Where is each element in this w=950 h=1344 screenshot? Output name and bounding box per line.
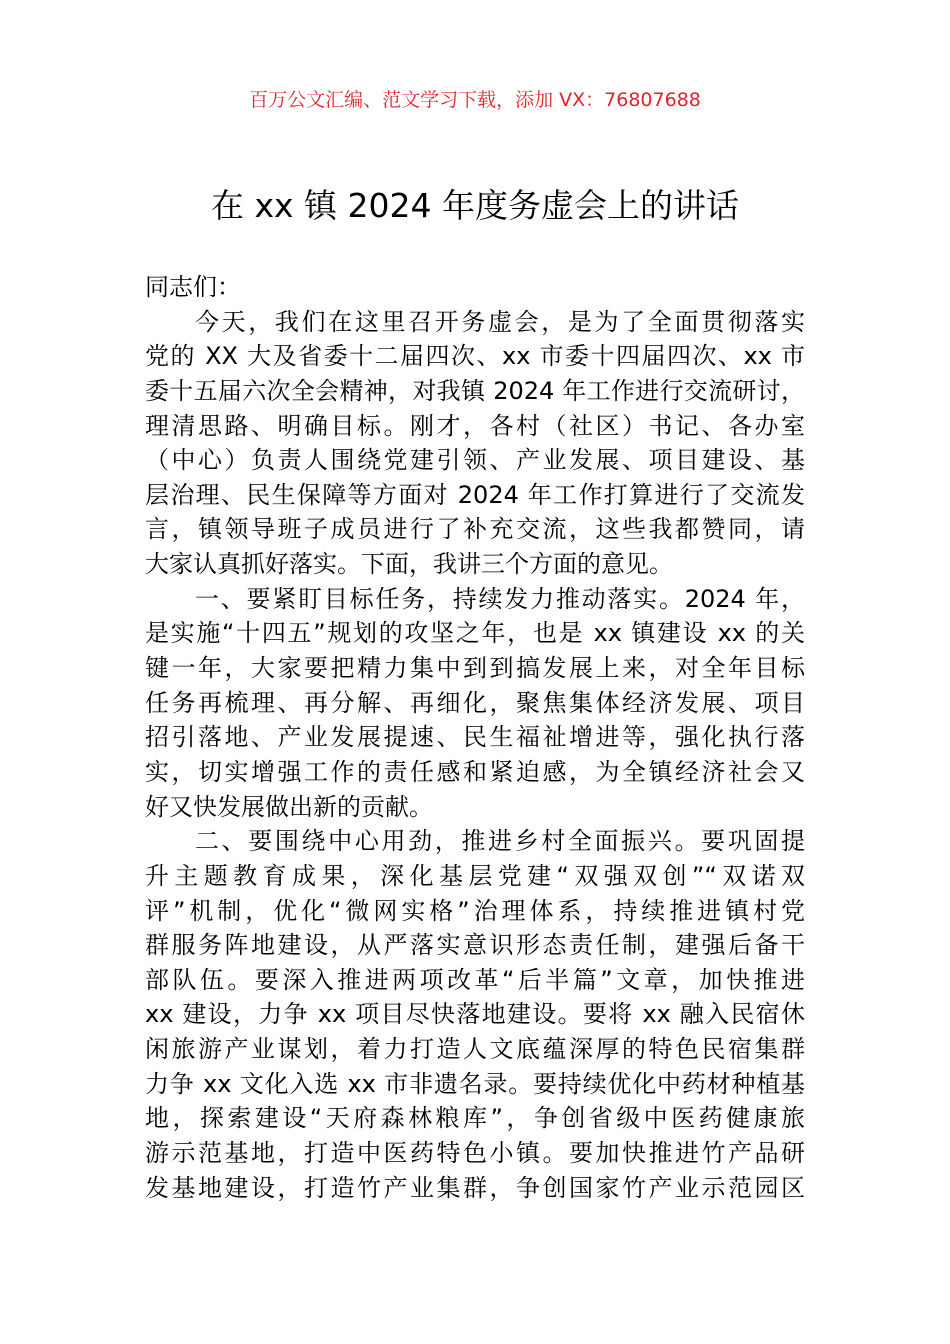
- paragraph-line: 地，探索建设“天府森林粮库”，争创省级中医药健康旅: [145, 1104, 805, 1133]
- paragraph-line: 力争 xx 文化入选 xx 市非遗名录。要持续优化中药材种植基: [145, 1069, 805, 1098]
- paragraph-line: 任务再梳理、再分解、再细化，聚焦集体经济发展、项目: [145, 688, 805, 717]
- paragraph-line: 层治理、民生保障等方面对 2024 年工作打算进行了交流发: [145, 480, 805, 509]
- paragraph: [145, 305, 805, 582]
- paragraph: [145, 582, 805, 824]
- paragraph-line: 一、要紧盯目标任务，持续发力推动落实。2024 年，: [195, 584, 805, 613]
- paragraph-line: xx 建设，力争 xx 项目尽快落地建设。要将 xx 融入民宿休: [145, 1000, 805, 1029]
- paragraph-line: 招引落地、产业发展提速、民生福祉增进等，强化执行落: [145, 723, 805, 752]
- paragraph-line: 二、要围绕中心用劲，推进乡村全面振兴。要巩固提: [195, 827, 805, 856]
- paragraph-line: 评”机制，优化“微网实格”治理体系，持续推进镇村党: [145, 896, 805, 925]
- salutation: 同志们：: [145, 273, 241, 301]
- watermark-header: 百万公文汇编、范文学习下载，添加 VX：76807688: [249, 89, 701, 111]
- paragraph-line: 党的 XX 大及省委十二届四次、xx 市委十四届四次、xx 市: [145, 342, 805, 371]
- paragraph-line: 部队伍。要深入推进两项改革“后半篇”文章，加快推进: [145, 965, 805, 994]
- paragraph-line: 今天，我们在这里召开务虚会，是为了全面贯彻落实: [195, 307, 805, 336]
- paragraph-line: （中心）负责人围绕党建引领、产业发展、项目建设、基: [145, 446, 805, 475]
- paragraph-line: 群服务阵地建设，从严落实意识形态责任制，建强后备干: [145, 931, 805, 960]
- paragraph-line: 实，切实增强工作的责任感和紧迫感，为全镇经济社会又: [145, 757, 805, 786]
- paragraph-line: 升主题教育成果，深化基层党建“双强双创”“双诺双: [145, 861, 805, 890]
- paragraph-line: 键一年，大家要把精力集中到到搞发展上来，对全年目标: [145, 654, 805, 683]
- paragraph-line: 大家认真抓好落实。下面，我讲三个方面的意见。: [145, 550, 673, 579]
- document-body: [145, 270, 805, 1205]
- paragraph-line: 委十五届六次全会精神，对我镇 2024 年工作进行交流研讨，: [145, 376, 805, 405]
- paragraph-line: 游示范基地，打造中医药特色小镇。要加快推进竹产品研: [145, 1139, 805, 1168]
- paragraph-line: 好又快发展做出新的贡献。: [145, 792, 433, 821]
- paragraph-line: 理清思路、明确目标。刚才，各村（社区）书记、各办室: [145, 411, 805, 440]
- document-title: 在 xx 镇 2024 年度务虚会上的讲话: [211, 186, 739, 225]
- paragraph-line: 是实施“十四五”规划的攻坚之年，也是 xx 镇建设 xx 的关: [145, 619, 805, 648]
- paragraph-line: 闲旅游产业谋划，着力打造人文底蕴深厚的特色民宿集群: [145, 1035, 805, 1064]
- paragraph: [145, 824, 805, 1205]
- paragraph-line: 发基地建设，打造竹产业集群，争创国家竹产业示范园区: [145, 1173, 805, 1202]
- paragraph-line: 言，镇领导班子成员进行了补充交流，这些我都赞同，请: [145, 515, 805, 544]
